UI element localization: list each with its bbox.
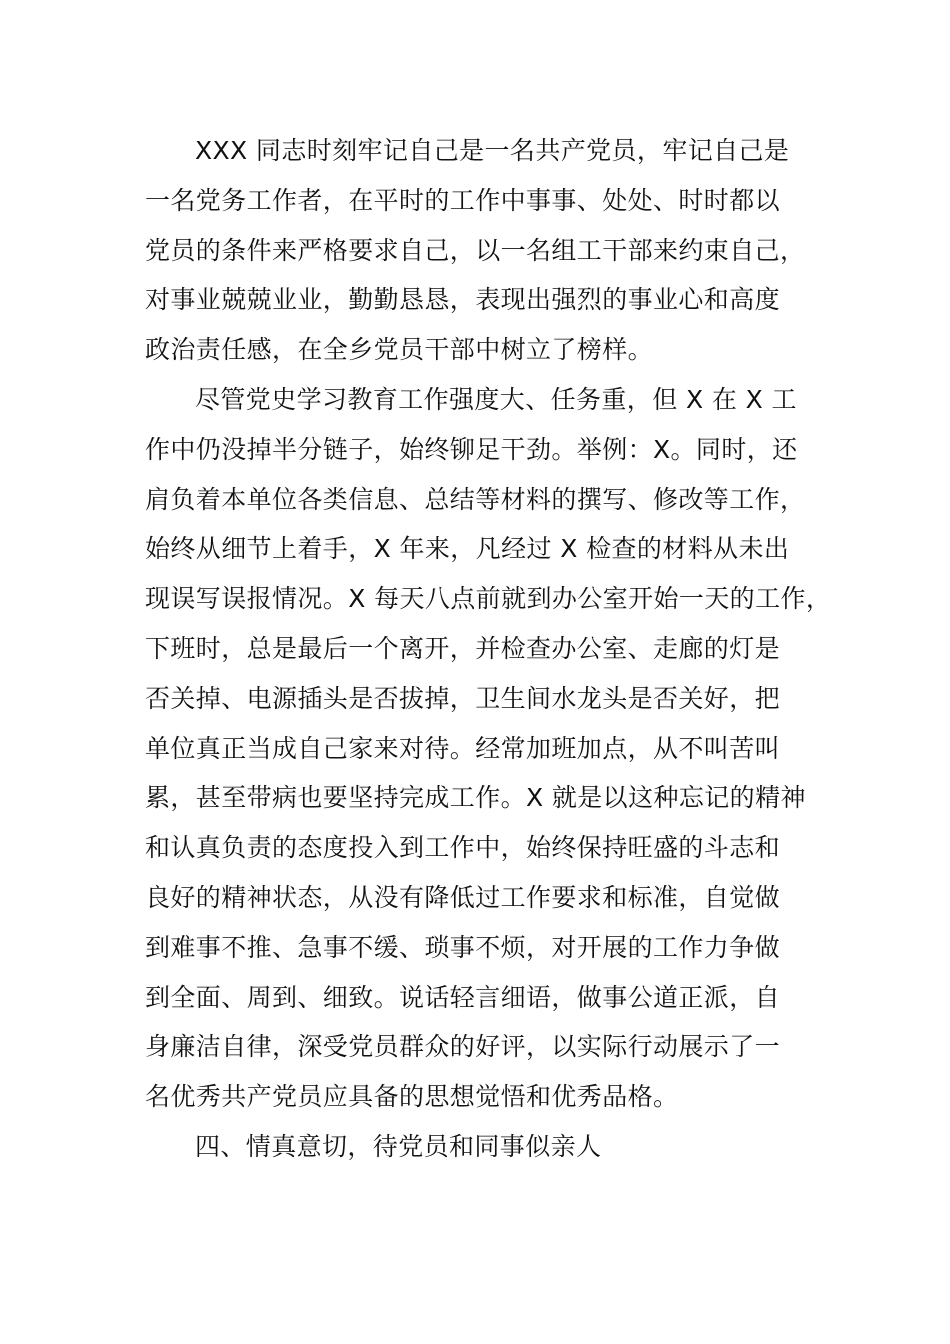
text-line: 党员的条件来严格要求自己，以一名组工干部来约束自己，	[145, 235, 806, 265]
text-line: 尽管党史学习教育工作强度大、任务重，但 X 在 X 工	[195, 384, 797, 414]
text-line: 否关掉、电源插头是否拔掉，卫生间水龙头是否关好，把	[145, 683, 781, 713]
text-line: 累，甚至带病也要坚持完成工作。X 就是以这种忘记的精神	[145, 783, 806, 813]
paragraph-1	[145, 126, 845, 375]
section-heading: 四、情真意切，待党员和同事似亲人	[195, 1131, 602, 1161]
text-line: 现误写误报情况。X 每天八点前就到办公室开始一天的工作，	[145, 584, 832, 614]
paragraph-2	[145, 375, 845, 1122]
text-line: 身廉洁自律，深受党员群众的好评，以实际行动展示了一	[145, 1032, 781, 1062]
text-line: 作中仍没掉半分链子，始终铆足干劲。举例：X。同时，还	[145, 434, 798, 464]
document-body	[145, 126, 845, 1172]
text-line: 始终从细节上着手，X 年来，凡经过 X 检查的材料从未出	[145, 534, 790, 564]
text-line: XXX 同志时刻牢记自己是一名共产党员，牢记自己是	[195, 136, 790, 165]
text-line: 一名党务工作者，在平时的工作中事事、处处、时时都以	[145, 185, 781, 215]
text-line: 政治责任感，在全乡党员干部中树立了榜样。	[145, 335, 654, 365]
text-line: 良好的精神状态，从没有降低过工作要求和标准，自觉做	[145, 882, 781, 912]
text-line: 下班时，总是最后一个离开，并检查办公室、走廊的灯是	[145, 633, 781, 663]
text-line: 到难事不推、急事不缓、琐事不烦，对开展的工作力争做	[145, 932, 781, 962]
text-line: 到全面、周到、细致。说话轻言细语，做事公道正派，自	[145, 982, 781, 1012]
text-line: 和认真负责的态度投入到工作中，始终保持旺盛的斗志和	[145, 833, 781, 863]
text-line: 名优秀共产党员应具备的思想觉悟和优秀品格。	[145, 1082, 679, 1112]
text-line: 单位真正当成自己家来对待。经常加班加点，从不叫苦叫	[145, 733, 781, 763]
text-line: 肩负着本单位各类信息、总结等材料的撰写、修改等工作，	[145, 484, 806, 514]
text-line: 对事业兢兢业业，勤勤恳恳，表现出强烈的事业心和高度	[145, 285, 781, 315]
